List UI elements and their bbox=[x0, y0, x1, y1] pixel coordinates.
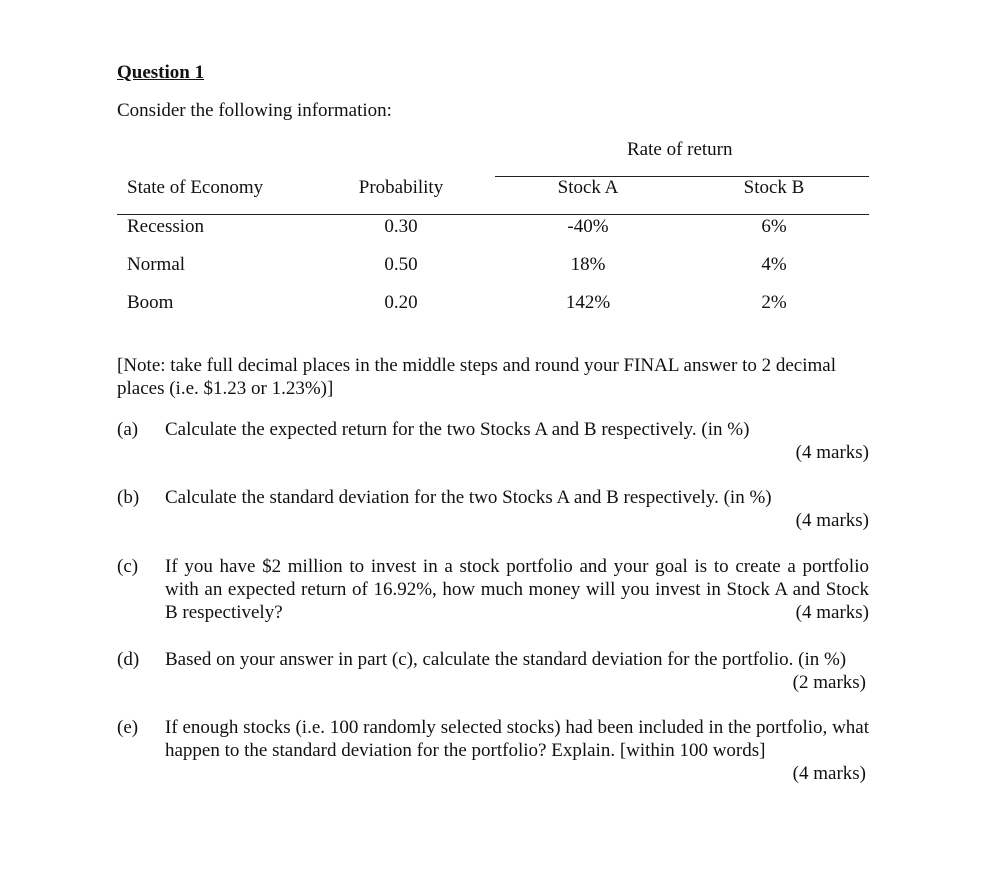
part-marks: (4 marks) bbox=[795, 510, 869, 531]
table-row bbox=[0, 216, 987, 240]
part-marks: (4 marks) bbox=[795, 442, 869, 463]
cell-state: Normal bbox=[127, 254, 186, 275]
header-state: State of Economy bbox=[127, 177, 264, 198]
part-label: (a) bbox=[117, 419, 139, 440]
cell-stock-a: 18% bbox=[570, 254, 606, 275]
cell-stock-b: 2% bbox=[761, 292, 787, 313]
table-row bbox=[0, 254, 987, 278]
part-text: Calculate the expected return for the two Stocks A and B respectively. (in %) bbox=[165, 419, 750, 440]
part-text: If enough stocks (i.e. 100 randomly selected stocks) had been included in the portfolio, what happen to the standard deviation for the portfolio? Explain. [within 100 words] bbox=[165, 717, 869, 761]
part-text: If you have $2 million to invest in a stock portfolio and your goal is to create a portfolio with an expected return of 16.92%, how much money will you invest in Stock A and Stock B respectively? bbox=[165, 556, 869, 623]
part-label: (b) bbox=[117, 487, 140, 508]
part-marks: (4 marks) bbox=[792, 763, 866, 784]
part-label: (c) bbox=[117, 556, 139, 577]
intro-text: Consider the following information: bbox=[117, 100, 392, 121]
part-label: (e) bbox=[117, 717, 139, 738]
cell-stock-b: 4% bbox=[761, 254, 787, 275]
part-text: Based on your answer in part (c), calculate the standard deviation for the portfolio. (in %) bbox=[165, 649, 847, 670]
table-header-row bbox=[0, 177, 987, 201]
question-title: Question 1 bbox=[117, 62, 205, 83]
cell-probability: 0.30 bbox=[384, 216, 418, 237]
part-marks: (2 marks) bbox=[792, 672, 866, 693]
cell-stock-a: -40% bbox=[567, 216, 609, 237]
note-text: [Note: take full decimal places in the middle steps and round your FINAL answer to 2 decimal places (i.e. $1.23 or 1.23%)] bbox=[117, 355, 836, 399]
cell-state: Recession bbox=[127, 216, 205, 237]
header-probability: Probability bbox=[358, 177, 444, 198]
part-label: (d) bbox=[117, 649, 140, 670]
header-stock-a: Stock A bbox=[557, 177, 619, 198]
table-row bbox=[0, 292, 987, 316]
cell-state: Boom bbox=[127, 292, 174, 313]
part-text: Calculate the standard deviation for the two Stocks A and B respectively. (in %) bbox=[165, 487, 772, 508]
header-rule bbox=[117, 214, 869, 215]
cell-stock-b: 6% bbox=[761, 216, 787, 237]
header-stock-b: Stock B bbox=[743, 177, 805, 198]
part-marks: (4 marks) bbox=[795, 602, 869, 623]
cell-probability: 0.20 bbox=[384, 292, 418, 313]
rate-of-return-header: Rate of return bbox=[627, 139, 733, 160]
cell-stock-a: 142% bbox=[565, 292, 611, 313]
cell-probability: 0.50 bbox=[384, 254, 418, 275]
